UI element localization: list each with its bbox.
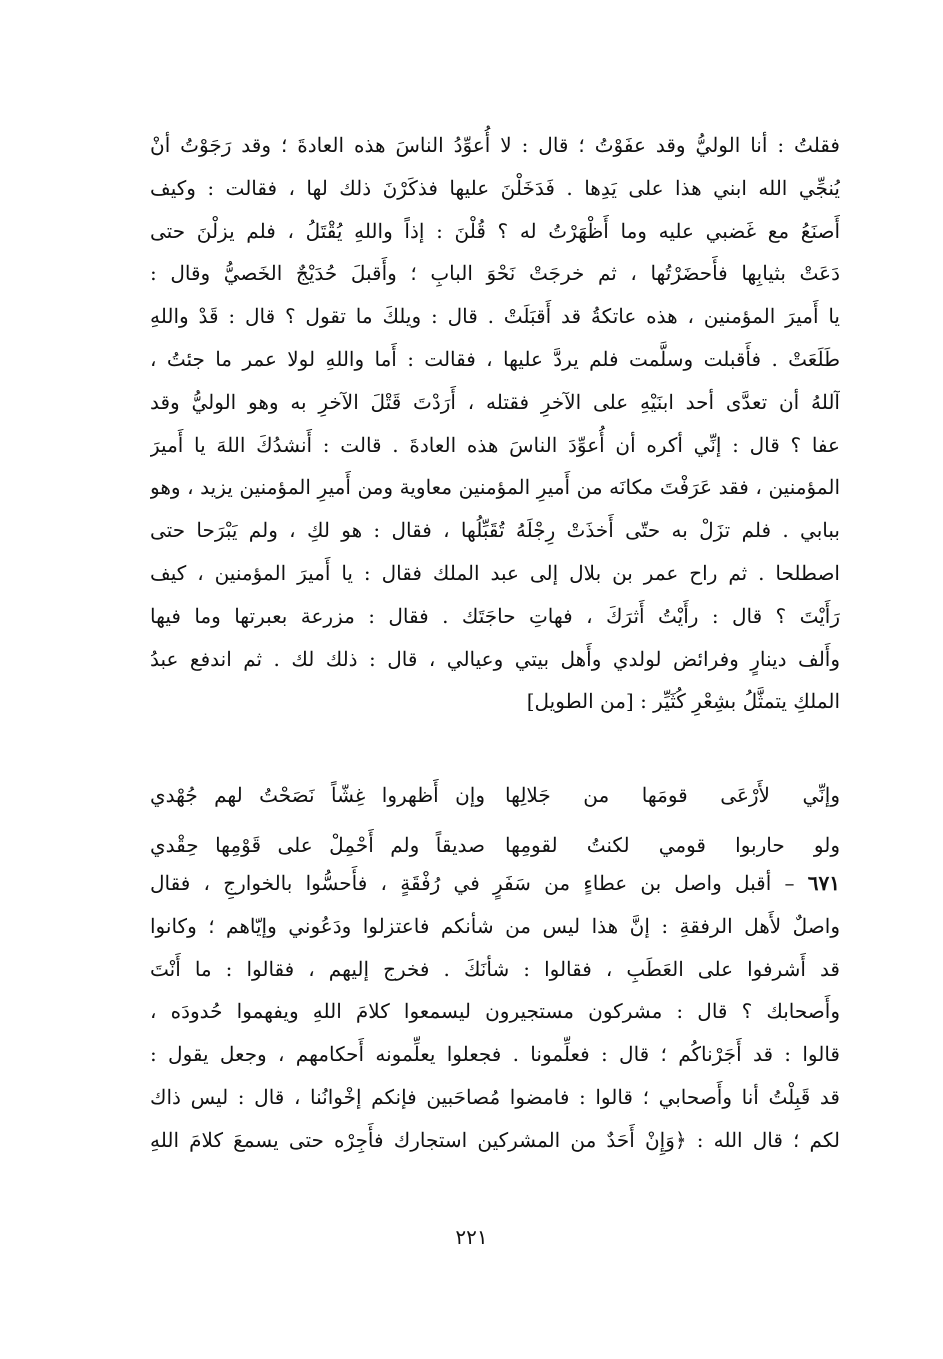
text-line: الملكِ يتمثَّلُ بشِعْرِ كُثَيِّر : [من الطويل] [526,689,840,714]
text-line: يُنجِّي الله ابني هذا على يَدِها . فَدَخَلْنَ عليها فذكَرْنَ ذلك لها ، فقالت : وكيف [150,175,840,200]
paragraph-narrative [150,124,840,723]
text-line: قالوا : قد أَجَرْناكُم ؛ قال : فعلِّمونا . فجعلوا يعلِّمونه أَحكامهم ، وجعل يقول : [150,1042,840,1067]
text-line: المؤمنين ، فقد عَرَفْتَ مكانَه من أَميرِ المؤمنين معاوية ومن أَميرِ المؤمنين يزيد ، وهو [150,475,840,500]
text-line: لكم ؛ قال الله : ﴿وَإِنْ أَحَدٌ من المشركين استجارك فأَجِرْه حتى يسمعَ كلامَ اللهِ [150,1127,840,1152]
report-number: ٦٧١ [807,871,840,895]
text-line: يا أَميرَ المؤمنين ، هذه عاتكةُ قد أَقبَلَتْ . قال : ويلكَ ما تقول ؟ قال : قَدْ واللهِ [150,304,840,329]
first-hemistich: ولو حاربوا قومي لكنتُ لقومِها [505,833,840,857]
text-line: طَلَعَتْ . فأَقبلت وسلَّمت فلم يردَّ عليها ، فقالت : أَما واللهِ لولا عمر ما جئتُ ، [150,346,840,371]
text-line: فقلتُ : أنا الوليُّ وقد عفَوْتُ ؛ قال : لا أُعوِّدُ الناسَ هذه العادةَ ؛ وقد رَجَوْتُ أنْ [150,133,840,157]
page-number: ٢٢١ [455,1225,488,1249]
text-line: ببابي . فلم تزَلْ به حتّى أَخذَتْ رِجْلَهُ تُقَبِّلُها ، فقال : هو لكِ ، ولم يَبْرَحا حتى [150,518,840,543]
first-hemistich: وإنِّي لأَرْعَى قومَها من جَلالِها [505,783,840,807]
text-line: قد قَبِلْتُ أنا وأَصحابي ؛ قالوا : فامضوا مُصاحَبين فإنكم إخْوانُنا ، قال : ليس ذاك [150,1084,840,1109]
text-line: دَعَتْ بثيابِها فأَحضَرْتُها ، ثم خرجَتْ نَحْوَ البابِ ؛ وأَقبلَ حُدَيْجٌ الخَصيُّ وقال : [150,261,840,286]
poetry-verse [150,770,840,870]
paragraph-report [150,862,840,1162]
text-line: قد أَشرفوا على العَطَبِ ، فقالوا : شأنَكَ . فخرج إليهم ، فقالوا : ما أَنْتَ [150,956,840,981]
text-line: عفا ؟ قال : إنِّي أكره أن أُعوِّدَ الناسَ هذه العادةَ . قالت : أَنشدُكَ اللهَ يا أَميرَ [150,432,840,457]
text-line: اصطلحا . ثم راح عمر بن بلال إلى عبد الملك فقال : يا أَميرَ المؤمنين ، كيف [150,560,840,585]
second-hemistich: وإن أَظهروا غِشّاً نَصَحْتُ لهم جُهْدي [150,783,485,807]
text-line: واصلٌ لأَهل الرفقةِ : إنَّ هذا ليس من شأنكم فاعتزلوا ودَعُوني وإيّاهم ؛ وكانوا [150,913,840,938]
text-line: وأَلف دينارٍ وفرائض لولدي وأَهل بيتي وعيالي ، قال : ذلك لك . ثم اندفع عبدُ [150,646,840,671]
report-first-line: – أقبل واصل بن عطاءٍ من سَفَرٍ في رُفْقَةٍ ، فأَحسُّوا بالخوارجِ ، فقال [150,871,808,895]
text-line: وأَصحابك ؟ قال : مشركون مستجيرون ليسمعوا كلامَ اللهِ ويفهموا حُدودَه ، [150,999,840,1024]
text-line: أَصنَعُ مع غَضبي عليه وما أَظْهَرْتُ له ؟ قُلْنَ : إذاً واللهِ يُقْتَلُ ، فلم يزلْنَ حتى [150,218,840,243]
text-line [150,862,840,905]
text-line: آللهُ أن تعدَّى أحد ابنَيْهِ على الآخرِ فقتله ، أَرَدْتَ قَتْلَ الآخرِ به وهو الوليُّ وقد [150,389,840,414]
verse-line [150,770,840,820]
text-line: رَأَيْتَ ؟ قال : رأَيْتُ أَثرَكَ ، فهاتِ حاجَتَك . فقال : مزرعة بعبرتها وما فيها [150,603,840,628]
second-hemistich: صديقاً ولم أَحْمِلْ على قَوْمِها حِقْدي [150,833,485,857]
